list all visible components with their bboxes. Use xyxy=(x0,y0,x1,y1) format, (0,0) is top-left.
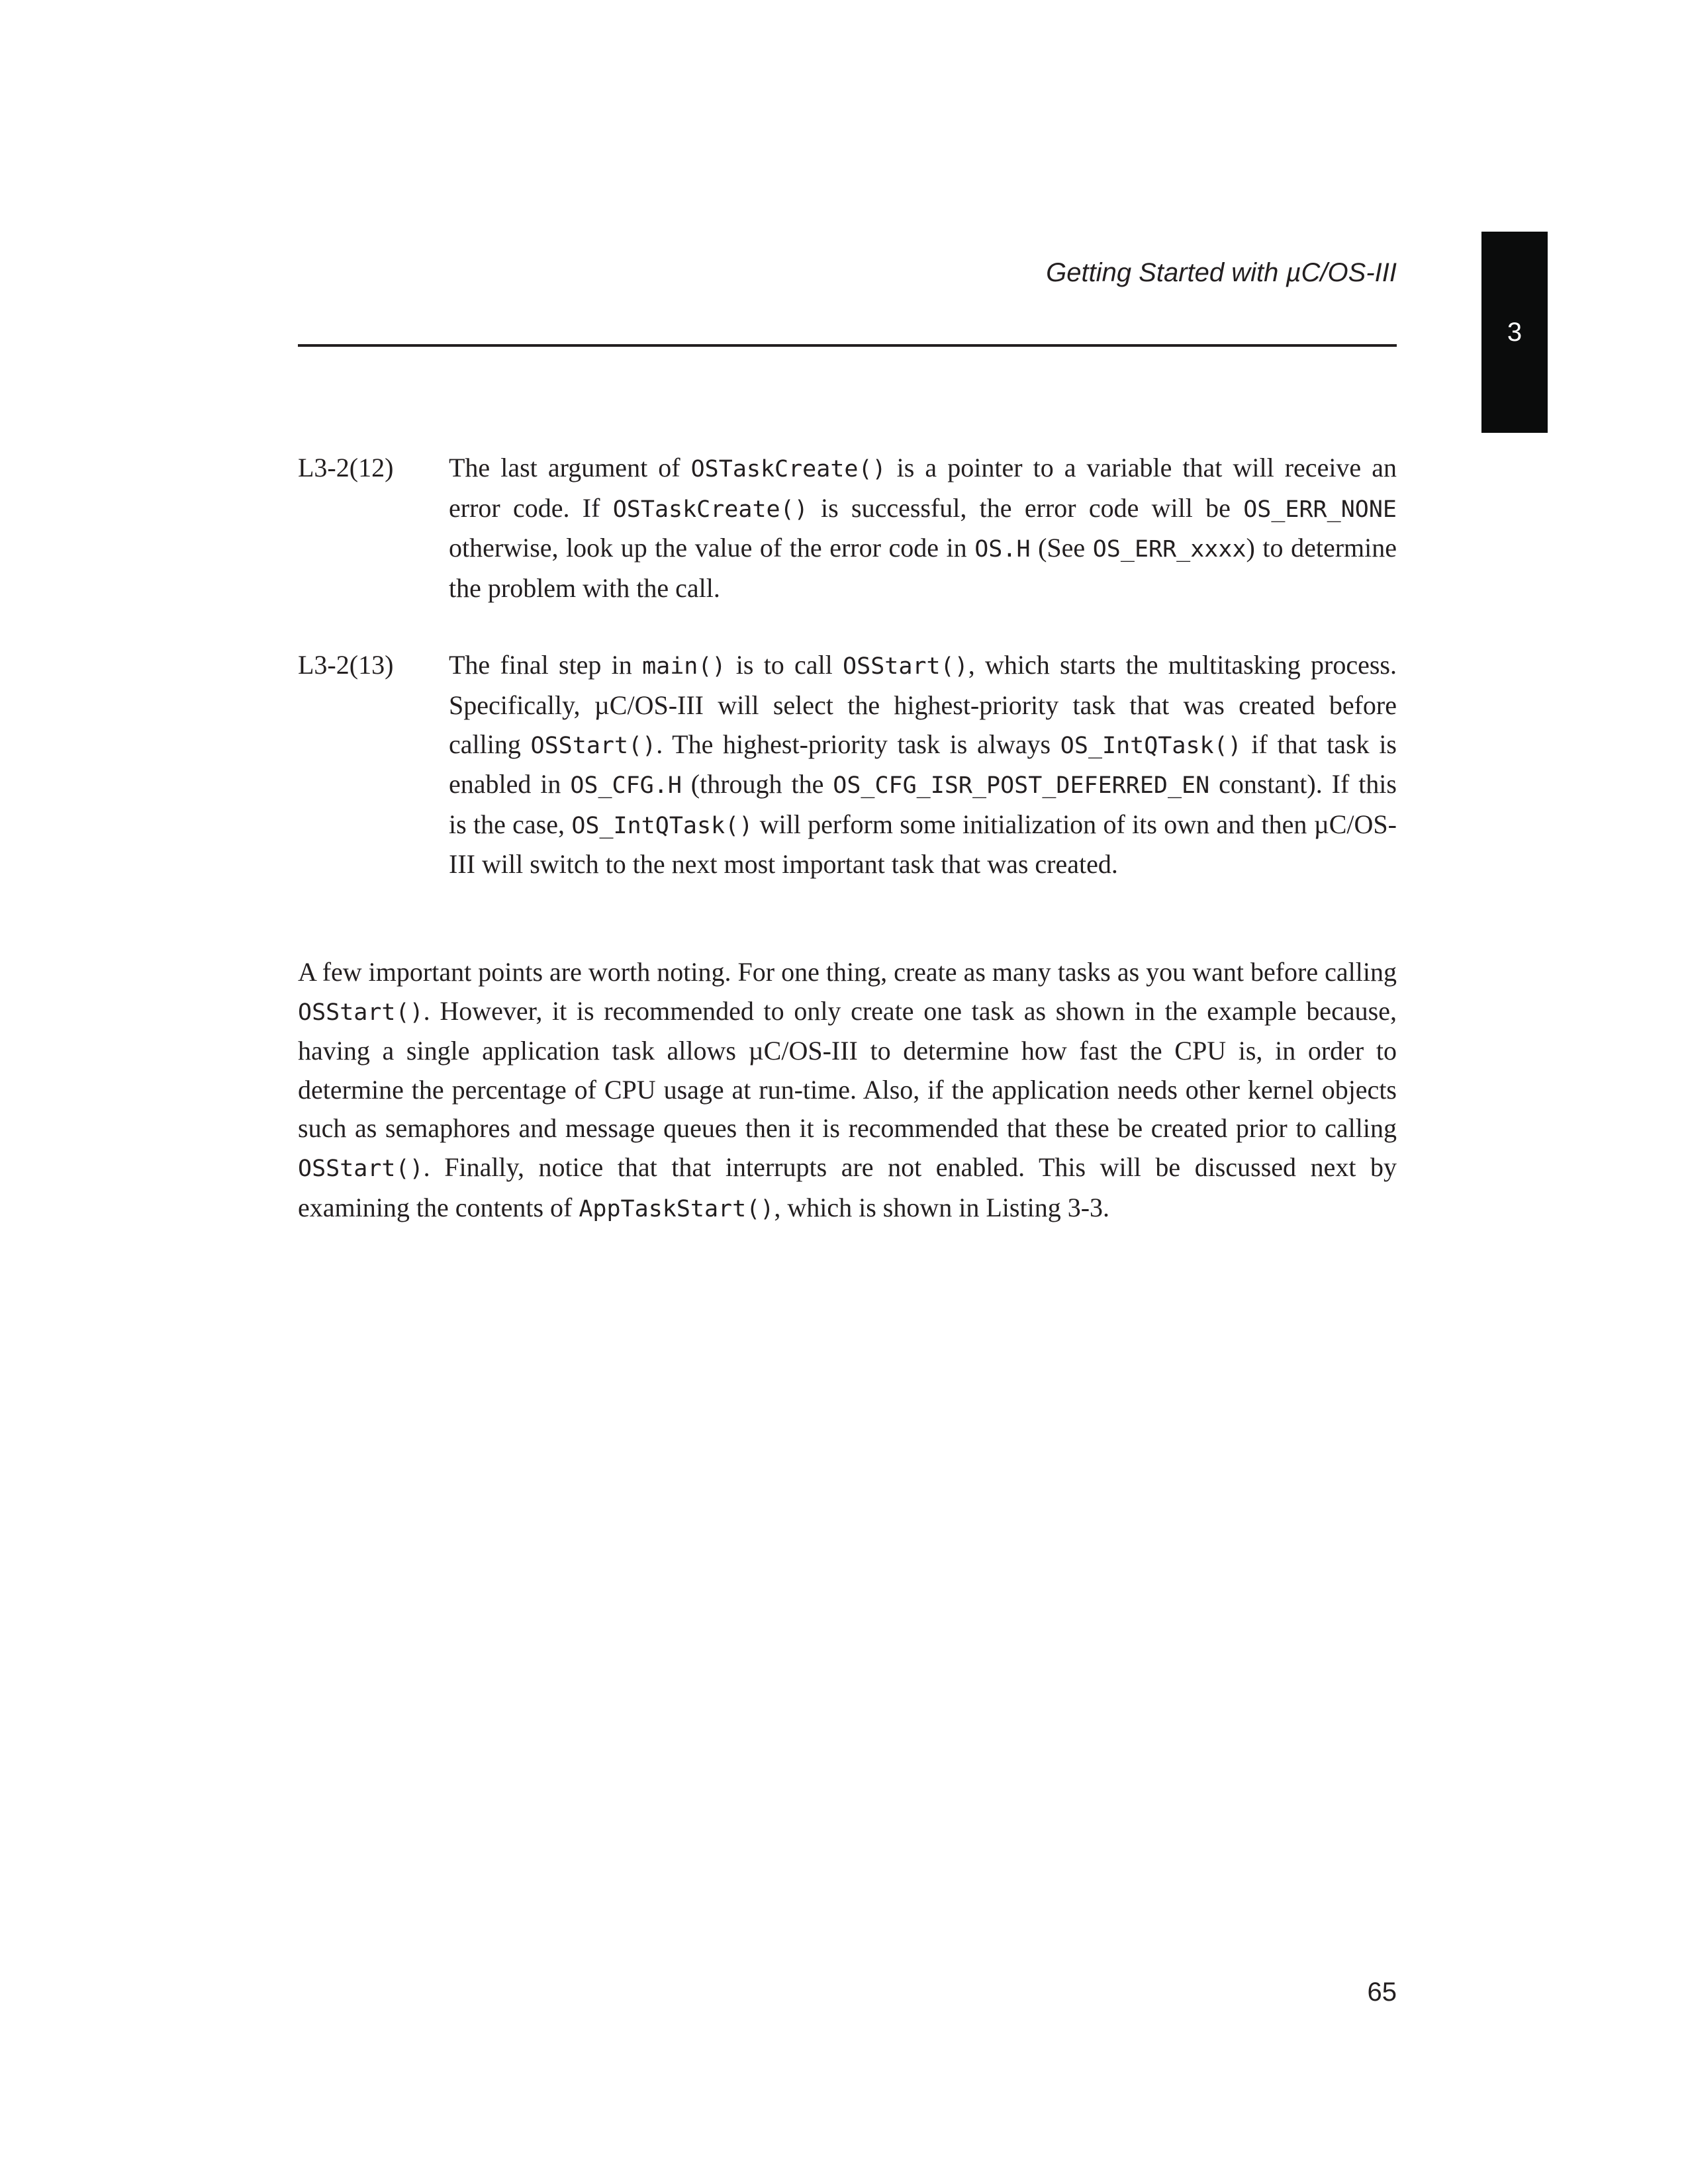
inline-code: OSStart() xyxy=(298,999,424,1026)
note-label: L3-2(13) xyxy=(298,650,394,680)
chapter-tab xyxy=(1481,232,1548,433)
listing-note xyxy=(298,646,1397,884)
inline-code: OS_CFG_ISR_POST_DEFERRED_EN xyxy=(833,772,1210,799)
inline-code: main() xyxy=(642,653,726,680)
chapter-tab-number: 3 xyxy=(1507,317,1523,347)
listing-note xyxy=(298,449,1397,608)
inline-code: OSTaskCreate() xyxy=(612,496,808,523)
inline-code: OS_ERR_xxxx xyxy=(1092,536,1246,563)
body-paragraph: A few important points are worth noting. For one thing, create as many tasks as you want before calling OSStart(). However, it is recommended to only create one task as shown in the example because, having a single application task allows µC/OS-III to determine how fast the CPU is, in order to determine the percentage of CPU usage at run-time. Also, if the application needs other kernel objects such as semaphores and message queues then it is recommended that these be created prior to calling OSStart(). Finally, notice that that interrupts are not enabled. This will be discussed next by examining the contents of AppTaskStart(), which is shown in Listing 3-3. xyxy=(298,957,1397,1222)
note-text: The final step in main() is to call OSStart(), which starts the multitasking process. Specifically, µC/OS-III will select the highest-priority task that was created before calling OSStart(). The highest-priority task is always OS_IntQTask() if that task is enabled in OS_CFG.H (through the OS_CFG_ISR_POST_DEFERRED_EN constant). If this is the case, OS_IntQTask() will perform some initialization of its own and then µC/OS-III will switch to the next most important task that was created. xyxy=(449,650,1397,880)
inline-code: AppTaskStart() xyxy=(579,1195,774,1222)
page-number: 65 xyxy=(1367,1978,1397,2007)
listing-notes xyxy=(298,449,1397,923)
inline-code: OS_CFG.H xyxy=(570,772,682,799)
inline-code: OS.H xyxy=(974,536,1031,563)
inline-code: OSStart() xyxy=(843,653,968,680)
inline-code: OSTaskCreate() xyxy=(690,456,886,482)
inline-code: OS_IntQTask() xyxy=(571,812,753,839)
running-header: Getting Started with µC/OS-III xyxy=(1046,258,1397,287)
note-label: L3-2(12) xyxy=(298,453,394,482)
inline-code: OSStart() xyxy=(530,732,657,759)
header-rule xyxy=(298,344,1397,347)
note-text: The last argument of OSTaskCreate() is a pointer to a variable that will receive an error code. If OSTaskCreate() is successful, the error code will be OS_ERR_NONE otherwise, look up the value of the error code in OS.H (See OS_ERR_xxxx) to determine the problem with the call. xyxy=(449,453,1397,603)
inline-code: OS_IntQTask() xyxy=(1060,732,1242,759)
inline-code: OSStart() xyxy=(298,1155,424,1182)
inline-code: OS_ERR_NONE xyxy=(1243,496,1397,523)
